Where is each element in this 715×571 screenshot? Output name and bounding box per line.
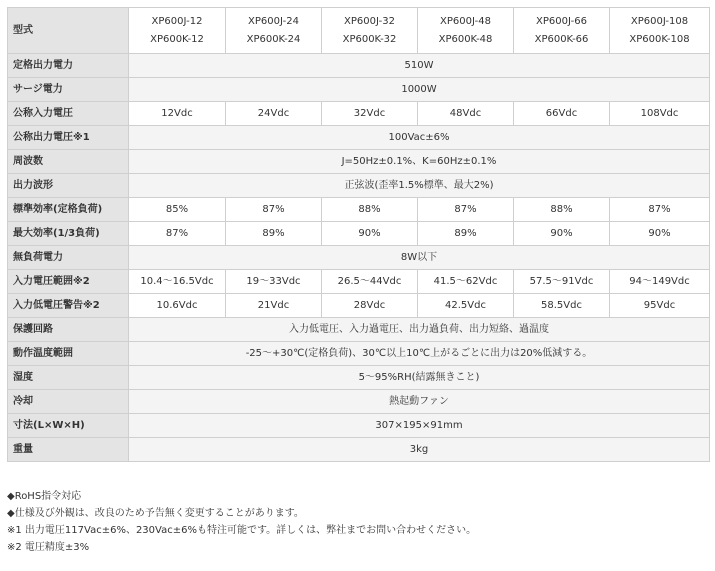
value-cell-full: 100Vac±6% bbox=[129, 126, 710, 150]
model-j: XP600J-12 bbox=[151, 15, 203, 27]
spec-row bbox=[8, 318, 710, 342]
value-cell-full: 1000W bbox=[129, 78, 710, 102]
model-k: XP600K-32 bbox=[342, 33, 397, 45]
spec-row bbox=[8, 222, 710, 246]
value-cell: 88% bbox=[322, 198, 418, 222]
note-rohs: ◆RoHS指令対応 bbox=[7, 491, 82, 502]
row-label: 重量 bbox=[8, 438, 129, 462]
spec-row bbox=[8, 198, 710, 222]
spec-row bbox=[8, 270, 710, 294]
value-cell: 19～33Vdc bbox=[226, 270, 322, 294]
value-cell: 58.5Vdc bbox=[514, 294, 610, 318]
value-cell: 48Vdc bbox=[418, 102, 514, 126]
value-cell: 88% bbox=[514, 198, 610, 222]
value-cell: 90% bbox=[514, 222, 610, 246]
value-cell: 85% bbox=[129, 198, 226, 222]
note-1: ※1 出力電圧117Vac±6%、230Vac±6%も特注可能です。詳しくは、弊社までお問い合わせください。 bbox=[7, 525, 477, 536]
value-cell: 12Vdc bbox=[129, 102, 226, 126]
row-label: サージ電力 bbox=[8, 78, 129, 102]
model-cell bbox=[226, 8, 322, 54]
value-cell: 32Vdc bbox=[322, 102, 418, 126]
value-cell: 94～149Vdc bbox=[610, 270, 710, 294]
row-label: 無負荷電力 bbox=[8, 246, 129, 270]
model-j: XP600J-108 bbox=[630, 15, 689, 27]
model-k: XP600K-108 bbox=[629, 33, 690, 45]
value-cell-full: 510W bbox=[129, 54, 710, 78]
value-cell: 90% bbox=[610, 222, 710, 246]
spec-row bbox=[8, 246, 710, 270]
value-cell-full: 5～95%RH(結露無きこと) bbox=[129, 366, 710, 390]
model-cell bbox=[129, 8, 226, 54]
row-label: 標準効率(定格負荷) bbox=[8, 198, 129, 222]
spec-row bbox=[8, 342, 710, 366]
row-label: 入力低電圧警告※2 bbox=[8, 294, 129, 318]
value-cell: 89% bbox=[418, 222, 514, 246]
value-cell-full: 307×195×91mm bbox=[129, 414, 710, 438]
value-cell: 28Vdc bbox=[322, 294, 418, 318]
model-cell bbox=[418, 8, 514, 54]
value-cell: 87% bbox=[226, 198, 322, 222]
row-label: 出力波形 bbox=[8, 174, 129, 198]
value-cell: 89% bbox=[226, 222, 322, 246]
value-cell: 24Vdc bbox=[226, 102, 322, 126]
spec-row bbox=[8, 438, 710, 462]
row-label: 動作温度範囲 bbox=[8, 342, 129, 366]
row-label: 周波数 bbox=[8, 150, 129, 174]
value-cell: 87% bbox=[610, 198, 710, 222]
model-j: XP600J-24 bbox=[248, 15, 299, 27]
spec-row bbox=[8, 294, 710, 318]
row-label: 湿度 bbox=[8, 366, 129, 390]
footnotes bbox=[7, 488, 476, 556]
spec-table-body bbox=[8, 8, 710, 462]
note-change: ◆仕様及び外観は、改良のため予告無く変更することがあります。 bbox=[7, 508, 304, 519]
spec-table bbox=[7, 7, 710, 462]
value-cell: 87% bbox=[129, 222, 226, 246]
value-cell: 57.5～91Vdc bbox=[514, 270, 610, 294]
row-label: 公称出力電圧※1 bbox=[8, 126, 129, 150]
row-label: 型式 bbox=[8, 8, 129, 54]
model-j: XP600J-66 bbox=[536, 15, 587, 27]
spec-row bbox=[8, 390, 710, 414]
value-cell-full: J=50Hz±0.1%、K=60Hz±0.1% bbox=[129, 150, 710, 174]
model-row bbox=[8, 8, 710, 54]
spec-row bbox=[8, 126, 710, 150]
model-cell bbox=[514, 8, 610, 54]
spec-row bbox=[8, 54, 710, 78]
row-label: 寸法(L×W×H) bbox=[8, 414, 129, 438]
spec-row bbox=[8, 78, 710, 102]
model-k: XP600K-66 bbox=[534, 33, 589, 45]
row-label: 入力電圧範囲※2 bbox=[8, 270, 129, 294]
value-cell-full: 入力低電圧、入力過電圧、出力過負荷、出力短絡、過温度 bbox=[129, 318, 710, 342]
value-cell-full: -25～+30℃(定格負荷)、30℃以上10℃上がるごとに出力は20%低減する。 bbox=[129, 342, 710, 366]
row-label: 最大効率(1/3負荷) bbox=[8, 222, 129, 246]
row-label: 冷却 bbox=[8, 390, 129, 414]
spec-row bbox=[8, 150, 710, 174]
spec-row bbox=[8, 414, 710, 438]
value-cell: 26.5～44Vdc bbox=[322, 270, 418, 294]
model-j: XP600J-32 bbox=[344, 15, 395, 27]
value-cell: 10.6Vdc bbox=[129, 294, 226, 318]
value-cell: 66Vdc bbox=[514, 102, 610, 126]
spec-row bbox=[8, 102, 710, 126]
model-cell bbox=[322, 8, 418, 54]
model-k: XP600K-12 bbox=[150, 33, 204, 45]
model-j: XP600J-48 bbox=[440, 15, 491, 27]
value-cell-full: 熱起動ファン bbox=[129, 390, 710, 414]
value-cell-full: 3kg bbox=[129, 438, 710, 462]
spec-row bbox=[8, 366, 710, 390]
value-cell-full: 正弦波(歪率1.5%標準、最大2%) bbox=[129, 174, 710, 198]
model-k: XP600K-24 bbox=[246, 33, 301, 45]
model-cell bbox=[610, 8, 710, 54]
value-cell: 87% bbox=[418, 198, 514, 222]
value-cell-full: 8W以下 bbox=[129, 246, 710, 270]
value-cell: 10.4～16.5Vdc bbox=[129, 270, 226, 294]
value-cell: 42.5Vdc bbox=[418, 294, 514, 318]
row-label: 定格出力電力 bbox=[8, 54, 129, 78]
value-cell: 95Vdc bbox=[610, 294, 710, 318]
row-label: 公称入力電圧 bbox=[8, 102, 129, 126]
value-cell: 21Vdc bbox=[226, 294, 322, 318]
value-cell: 108Vdc bbox=[610, 102, 710, 126]
spec-row bbox=[8, 174, 710, 198]
model-k: XP600K-48 bbox=[438, 33, 493, 45]
note-2: ※2 電圧精度±3% bbox=[7, 542, 90, 553]
value-cell: 41.5～62Vdc bbox=[418, 270, 514, 294]
value-cell: 90% bbox=[322, 222, 418, 246]
row-label: 保護回路 bbox=[8, 318, 129, 342]
